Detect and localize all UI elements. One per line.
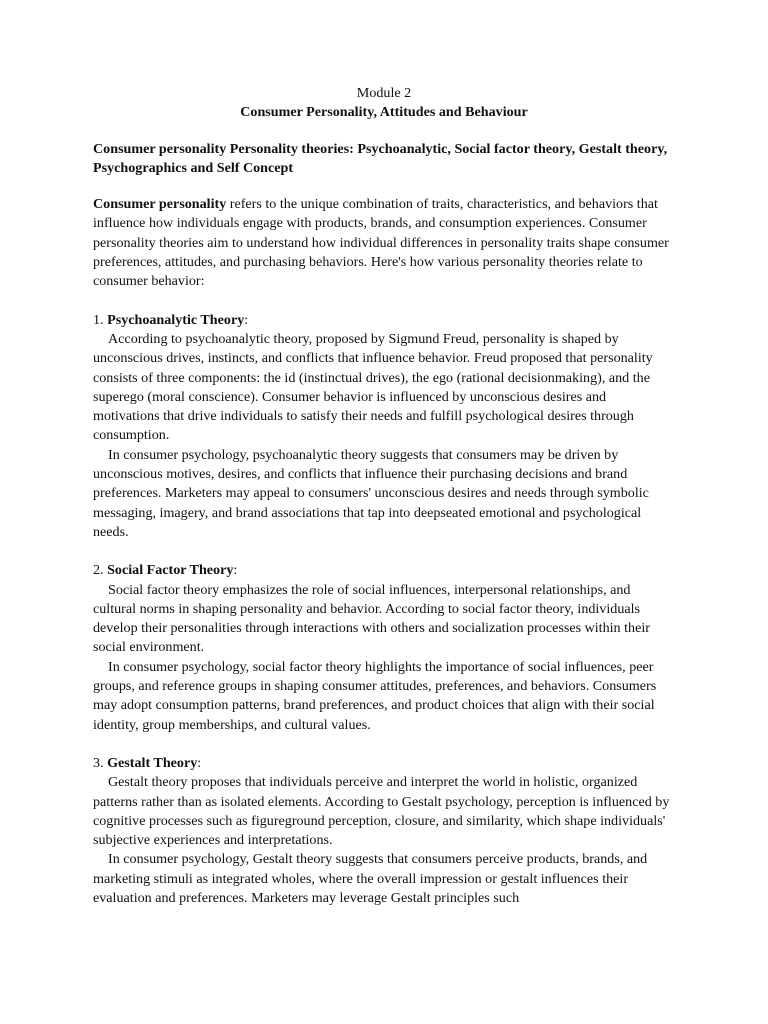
section-number: 3.: [93, 754, 108, 771]
section-paragraph: In consumer psychology, Gestalt theory suggests that consumers perceive products, brands, and marketing stimuli as integrated wholes, where the overall impression or gestalt influences their evaluation and preferences. Marketers may leverage Gestalt principles such: [93, 851, 648, 906]
topics-subheading: Consumer personality Personality theories: Psychoanalytic, Social factor theory, Gestalt theory, Psychographics and Self Concept: [93, 140, 668, 176]
section-paragraph: According to psychoanalytic theory, proposed by Sigmund Freud, personality is shaped by unconscious drives, instincts, and conflicts that influence behavior. Freud proposed that personality consists of three components: the id (instinctual drives), the ego (rational decisionmaking), and the superego (moral conscience). Consumer behavior is influenced by unconscious desires and motivations that drive individuals to satisfy their needs and fulfill psychological desires through consumption.: [93, 330, 653, 444]
section-heading: [93, 754, 675, 773]
section-paragraph: In consumer psychology, psychoanalytic theory suggests that consumers may be driven by unconscious motives, desires, and conflicts that influence their purchasing decisions and brand preferences. Marketers may appeal to consumers' unconscious desires and needs through symbolic messaging, imagery, and brand associations that tap into deepseated emotional and psychological needs.: [93, 446, 649, 540]
document-page: [93, 84, 675, 908]
section-heading: [93, 561, 675, 580]
module-number: Module 2: [356, 85, 412, 101]
intro-paragraph: [93, 195, 675, 291]
section-colon: :: [197, 754, 202, 771]
section-paragraph: In consumer psychology, social factor theory highlights the importance of social influences, peer groups, and reference groups in shaping consumer attitudes, preferences, and behaviors. Consumers may adopt consumption patterns, brand preferences, and product choices that align with their social identity, group memberships, and cultural values.: [93, 658, 657, 733]
section-gestalt-theory: [93, 754, 675, 908]
section-title: Social Factor Theory: [107, 562, 234, 579]
intro-text: refers to the unique combination of traits, characteristics, and behaviors that influence how individuals engage with products, brands, and consumption experiences. Consumer personality theories aim to understand how individual differences in personality traits shape consumer preferences, attitudes, and purchasing behaviors. Here's how various personality theories relate to consumer behavior:: [93, 196, 669, 290]
section-paragraph: Gestalt theory proposes that individuals perceive and interpret the world in holistic, organized patterns rather than as isolated elements. According to Gestalt psychology, perception is influenced by cognitive processes such as figureground perception, closure, and similarity, which shape individuals' subjective experiences and interpretations.: [93, 774, 670, 849]
section-title: Psychoanalytic Theory: [107, 311, 245, 328]
section-number: 2.: [93, 562, 108, 579]
section-social-factor-theory: [93, 561, 675, 735]
intro-lead-term: Consumer personality: [93, 196, 227, 213]
section-title: Gestalt Theory: [107, 754, 198, 771]
section-paragraph: Social factor theory emphasizes the role of social influences, interpersonal relationships, and cultural norms in shaping personality and behavior. According to social factor theory, individuals develop their personalities through interactions with others and socialization processes within their social environment.: [93, 581, 650, 656]
section-heading: [93, 311, 675, 330]
section-psychoanalytic-theory: [93, 311, 675, 543]
section-colon: :: [244, 311, 249, 328]
section-colon: :: [233, 562, 238, 579]
module-title: Consumer Personality, Attitudes and Behaviour: [240, 104, 528, 121]
section-number: 1.: [93, 311, 108, 328]
